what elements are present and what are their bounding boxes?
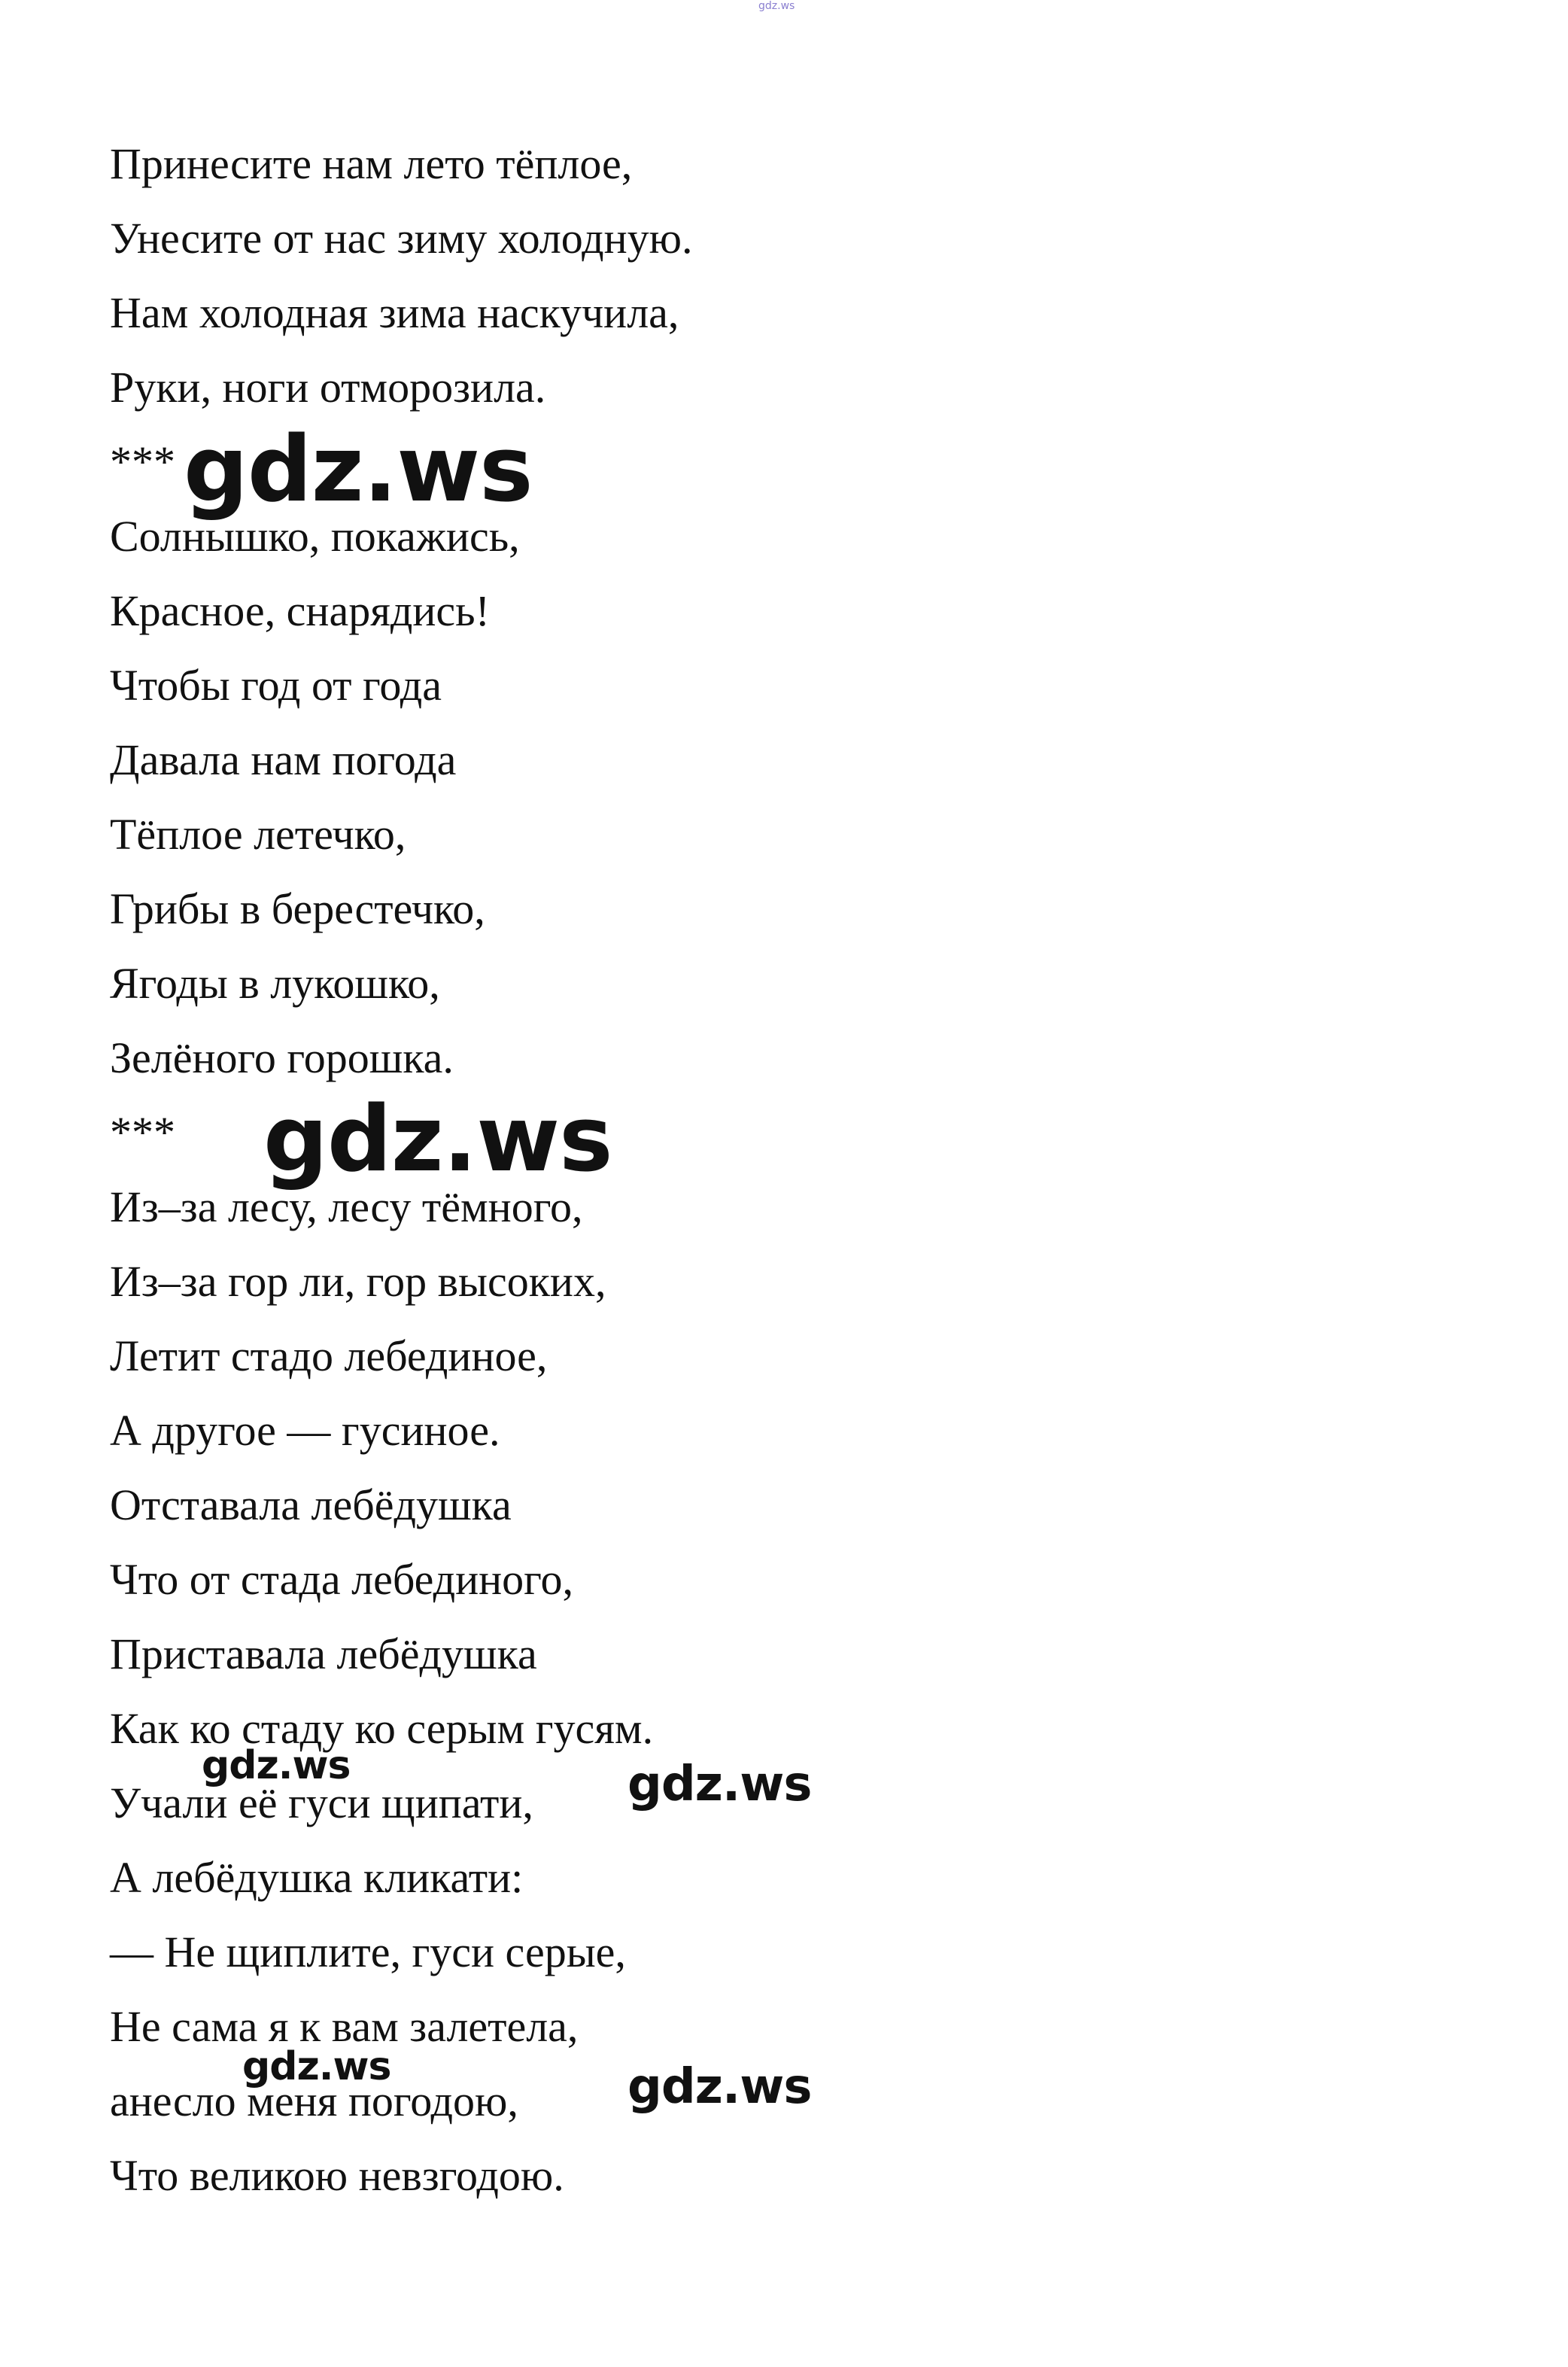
- watermark: gdz.ws: [263, 1088, 612, 1192]
- poem-line: анесло меня погодою,: [110, 2076, 518, 2125]
- poem-line: Руки, ноги отморозила.: [110, 363, 546, 412]
- watermark: gdz.ws: [242, 2044, 391, 2089]
- watermark: gdz.ws: [628, 2059, 812, 2115]
- poem-line: Солнышко, покажись,: [110, 512, 520, 561]
- watermark: gdz.ws: [628, 1757, 812, 1812]
- header-watermark: gdz.ws: [758, 0, 795, 12]
- poem-line: Отставала лебёдушка: [110, 1480, 512, 1529]
- poem-line: Летит стадо лебединое,: [110, 1331, 548, 1380]
- poem-line: Что от стада лебединого,: [110, 1555, 573, 1604]
- poem-line: Приставала лебёдушка: [110, 1629, 537, 1678]
- section-separator: ***: [110, 437, 175, 486]
- poem-line: А лебёдушка кликати:: [110, 1853, 524, 1902]
- poem-line: Красное, снарядись!: [110, 586, 490, 635]
- poem-line: Из–за гор ли, гор высоких,: [110, 1257, 606, 1306]
- poem-line: Что великою невзгодою.: [110, 2151, 564, 2200]
- poem-line: Не сама я к вам залетела,: [110, 2002, 579, 2051]
- poem-line: Ягоды в лукошко,: [110, 959, 440, 1008]
- poem-line: Унесите от нас зиму холодную.: [110, 214, 693, 263]
- poem-line: Учали её гуси щипати,: [110, 1778, 533, 1827]
- poem-line: Зелёного горошка.: [110, 1033, 454, 1082]
- poem-line: Принесите нам лето тёплое,: [110, 139, 633, 188]
- poem-line: Из–за лесу, лесу тёмного,: [110, 1182, 583, 1231]
- poem-line: — Не щиплите, гуси серые,: [110, 1927, 626, 1976]
- poem-line: А другое — гусиное.: [110, 1406, 500, 1455]
- watermark: gdz.ws: [184, 418, 533, 522]
- poem-line: Как ко стаду ко серым гусям.: [110, 1704, 654, 1753]
- poem-line: Грибы в берестечко,: [110, 884, 485, 933]
- poem-line: Нам холодная зима наскучила,: [110, 288, 679, 337]
- poem-line: Давала нам погода: [110, 735, 457, 784]
- poem-line: Тёплое летечко,: [110, 810, 406, 859]
- watermark: gdz.ws: [202, 1743, 351, 1788]
- poem-line: Чтобы год от года: [110, 661, 442, 710]
- section-separator: ***: [110, 1108, 175, 1157]
